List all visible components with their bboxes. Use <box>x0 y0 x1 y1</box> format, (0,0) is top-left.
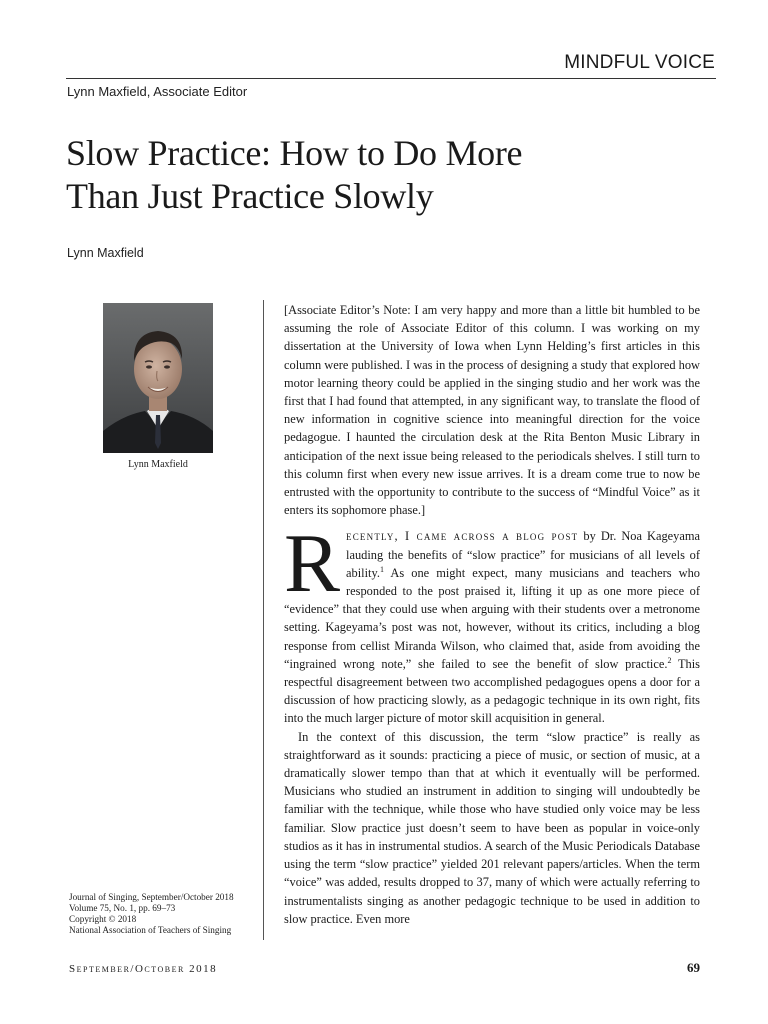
author-portrait-illustration <box>103 303 213 453</box>
journal-citation-line: Copyright © 2018 <box>69 914 137 924</box>
article-body <box>284 301 700 928</box>
journal-citation-line: Journal of Singing, September/October 2018 <box>69 892 234 902</box>
lead-text: This respectful disagreement between two accomplished pedagogues opens a door for a discussion of how practicing slowly, as a pedagogic technique in its own right, fits into the much larger picture of motor skill acquisition in general. <box>284 656 700 726</box>
author-photo <box>103 303 213 453</box>
lead-text: by Dr. Noa Kageyama lauding the benefits of “slow practice” for musicians of all levels of ability. <box>346 529 700 580</box>
lead-paragraph <box>284 517 700 727</box>
lead-small-caps: ecently, I came across a blog post <box>346 529 579 544</box>
journal-citation-line: Volume 75, No. 1, pp. 69–73 <box>69 903 176 913</box>
section-title: MINDFUL VOICE <box>564 52 715 73</box>
article-title-line-2: Than Just Practice Slowly <box>66 176 434 216</box>
column-divider <box>263 300 264 940</box>
associate-editor-byline: Lynn Maxfield, Associate Editor <box>67 84 248 99</box>
author-byline: Lynn Maxfield <box>67 246 144 260</box>
header-rule <box>66 78 716 79</box>
lead-text: As one might expect, many musicians and teachers who responded to the post praised it, lifting it up as one more piece of “evidence” that they could use when arguing with their students over a metronome setting. Kageyama’s post was not, however, without its critics, including a blog response from cellist Miranda Wilson, who claimed that, aside from avoiding the “ingrained wrong note,” she failed to see the benefit of slow practice. <box>284 565 700 671</box>
drop-cap: R <box>284 517 341 611</box>
footer-issue: September/October 2018 <box>69 963 218 975</box>
article-title <box>66 132 706 218</box>
photo-caption: Lynn Maxfield <box>128 459 188 470</box>
article-title-line-1: Slow Practice: How to Do More <box>66 133 523 173</box>
page-number: 69 <box>687 960 700 975</box>
footnote-ref: 2 <box>667 655 672 665</box>
journal-citation-line: National Association of Teachers of Singing <box>69 925 232 935</box>
body-paragraph: In the context of this discussion, the term “slow practice” is really as straightforward as it sounds: practicing a piece of music, or section of music, at a dramatically slower tempo than that at which it eventually will be performed. Musicians who studied an instrument in addition to singing will undoubtedly be familiar with the technique, while those who have studied only voice may be less familiar. Slow practice just doesn’t seem to have been as popular in voice-only studios as it has in instrumental studios. A search of the Music Periodicals Database using the term “slow practice” yielded 201 relevant papers/articles. When the term “voice” was added, results dropped to 37, many of which were actually referring to instrumentalists singing as another pedagogic technique to be used in addition to slow practice. Even more <box>284 729 700 926</box>
footnote-ref: 1 <box>379 564 384 574</box>
editor-note: [Associate Editor’s Note: I am very happy and more than a little bit humbled to be assuming the role of Associate Editor of this column. I was working on my dissertation at the University of Iowa when Lynn Helding’s first articles in this column were published. I was in the process of designing a study that explored how motor learning theory could be applied in the singing studio and her work was the first that I had found that attempted, in any significant way, to translate the flood of new information in cognitive science into meaningful direction for the voice pedagogue. I haunted the circulation desk at the Rita Benton Music Library in anticipation of the next issue being released to the periodicals shelves. I still turn to this column first when every new issue arrives. It is a dream come true to now be entrusted with the opportunity to contribute to the success of “Mindful Voice” as it enters its sophomore phase.] <box>284 303 700 518</box>
journal-citation <box>69 892 259 936</box>
